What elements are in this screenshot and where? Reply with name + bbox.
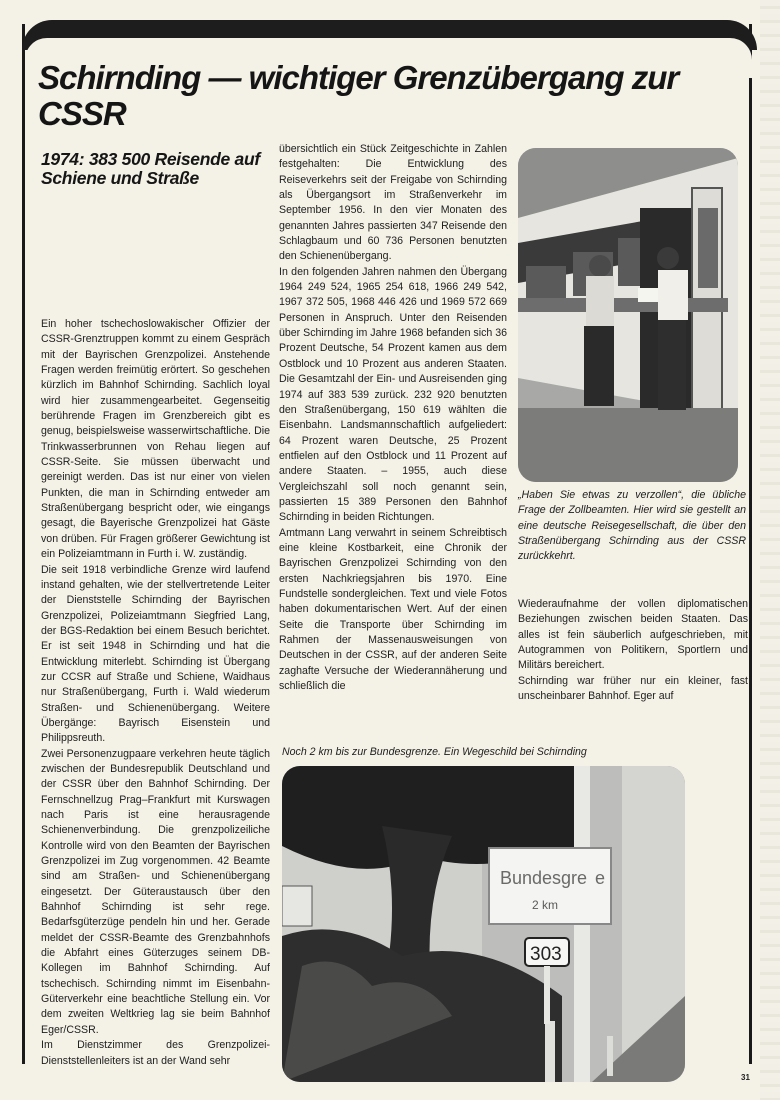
sign-text-partial: e: [595, 868, 606, 888]
paragraph: Wiederaufnahme der vollen diplomatischen Beziehungen zwischen beiden Staaten. Das alles ist fein säuberlich aufgeschrieben, mit Autogrammen von Politikern, Sportlern und Militärs bereichert.: [518, 598, 748, 672]
paragraph: Amtmann Lang verwahrt in seinem Schreibtisch eine kleine Kostbarkeit, eine Chronik der Bayrischen Grenzpolizei Schirnding von den ersten Nachkriegsjahren bis 1970. Eine Fundstelle sondergleichen. Text und viele Fotos haben dokumentarischen Wert. Auf der einen Seite die Transporte über Schirnding im Rahmen der Massenausweisungen von Deutschen in der CSSR, auf der anderen Seite zaghafte Versuche der Wiederannäherung und schließlich die: [279, 526, 507, 693]
paragraph: Zwei Personenzugpaare verkehren heute täglich zwischen der Bundesrepublik Deutschland und der CSSR über den Bahnhof Schirnding. Der Fernschnellzug Prag–Frankfurt mit Kurswagen nach Paris ist eine herausragende Schienenverbindung. Die grenzpolizeiliche Kontrolle wird von den Beamten der Bayrischen Grenzpolizei im Zug vorgenommen. 42 Beamte sind am Straßen- und Schienenübergang eingesetzt. Der Güteraustausch über den Bahnhof Schirnding ist sehr rege. Bedarfsgüterzüge pendeln hin und her. Gerade meldet der CSSR-Beamte des Grenzbahnhofs die Abfahrt eines Güterzuges seinem DB-Kollegen im Bahnhof Schirnding. Auf tschechisch. Schirnding nimmt im Eisenbahn-Güterverkehr eine beachtliche Stellung ein. Vor dem zweiten Weltkrieg lag sie beim Bahnhof Eger/CSSR.: [41, 747, 270, 1036]
headline: Schirnding — wichtiger Grenzübergang zur CSSR: [38, 59, 679, 132]
photo-bus-customs-check: [518, 148, 738, 482]
road-number-sign: [525, 938, 569, 966]
sign-text: Bundesgre: [500, 868, 588, 888]
page-edge-margin: [760, 0, 780, 1100]
paragraph: Im Dienstzimmer des Grenzpolizei-Dienststellenleiters ist an der Wand sehr: [41, 1039, 270, 1067]
sign-distance: 2 km: [532, 898, 559, 912]
bus-photo-illustration: [518, 148, 738, 482]
paragraph: übersichtlich ein Stück Zeitgeschichte in Zahlen festgehalten: Die Entwicklung des Reiseverkehrs seit der Freigabe von Schirnding als Übergangsort im Straßenverkehr im September 1956. In den vier Monaten des genannten Jahres passierten 347 Reisende den Schlagbaum und 60 736 Personen benutzten den Schienenübergang.: [279, 143, 507, 263]
article-column-1: [41, 317, 270, 1069]
road-number: 303: [530, 944, 562, 965]
road-sign-photo-illustration: [282, 766, 685, 1082]
bus-photo-caption: „Haben Sie etwas zu verzollen“, die übliche Frage der Zollbeamten. Hier wird sie gestellt an eine deutsche Reisegesellschaft, die über den Straßenübergang Schirnding aus der CSSR zurückkehrt.: [518, 489, 746, 563]
paragraph: In den folgenden Jahren nahmen den Übergang 1964 249 524, 1965 254 618, 1966 249 542, 1967 372 505, 1968 446 426 und 1969 572 669 Personen in Anspruch. Unter den Reisenden über Schirnding im Jahre 1968 befanden sich 36 Prozent Deutsche, 54 Prozent kamen aus dem Ostblock und 10 Prozent aus anderen Staaten. Die Gesamtzahl der Ein- und Ausreisenden ging 1974 auf 383 539 zurück. 232 920 benutzten den Straßenübergang, 150 619 wählten die Eisenbahn. Landsmannschaftlich aufgeliedert: 64 Prozent waren Deutsche, 25 Prozent entfielen auf den Ostblock und 11 Prozent auf andere Staaten. – 1955, auch diese Vergleichszahl soll noch genannt sein, passierten 15 389 Personen den Bahnhof Schirnding in beiden Richtungen.: [279, 265, 507, 524]
road-sign: [489, 848, 611, 924]
paragraph: Schirnding war früher nur ein kleiner, fast unscheinbarer Bahnhof. Eger auf: [518, 674, 748, 703]
paragraph: Ein hoher tschechoslowakischer Offizier der CSSR-Grenztruppen kommt zu einem Gespräch mit der Bayrischen Grenzpolizei. Anstehende Fragen werden freimütig erörtert. So geschehen kürzlich im Bahnhof Schirnding. Sachlich loyal wird hier zusammengearbeitet. Gegenseitig berührende Fragen im Grenzbereich gibt es genug, beispielsweise wasserwirtschaftliche. Die Trinkwasserbrunnen von Rehau liegen auf CSSR-Seite. Sie müssen überwacht und gereinigt werden. Das ist nur einer von vielen Punkten, die man in Schirnding entweder am Straßenübergang bespricht oder, wie eingangs gesagt, die Bayerische Grenzpolizei hat Gäste von drüben. Für Fragen größerer Gewichtung ist ein Polizeiamtmann in Furth i. W. zuständig.: [41, 318, 270, 561]
article-column-3: [518, 597, 748, 704]
article-column-2: [279, 142, 507, 694]
subhead: 1974: 383 500 Reisende auf Schiene und Straße: [41, 149, 260, 188]
paragraph: Die seit 1918 verbindliche Grenze wird laufend instand gehalten, wie der stellvertretende Leiter der Dienststelle Schirnding der Bayrischen Grenzpolizei, Polizeiamtmann Siegfried Lang, der BGS-Redaktion bei einem Besuch berichtet. Er ist seit 1948 in Schirnding und hat die Entwicklung miterlebt. Schirnding ist Übergang zur CCSR auf Straße und Schiene, Waidhaus nur Straßenübergang, Furth i. Wald wiederum Straßen- und Schienenübergang. Weitere Übergänge: Bayrisch Eisenstein und Philippsreuth.: [41, 563, 270, 745]
sign-photo-caption: Noch 2 km bis zur Bundesgrenze. Ein Wegeschild bei Schirnding: [282, 746, 587, 758]
page-number: 31: [741, 1073, 750, 1082]
photo-road-sign: [282, 766, 685, 1082]
